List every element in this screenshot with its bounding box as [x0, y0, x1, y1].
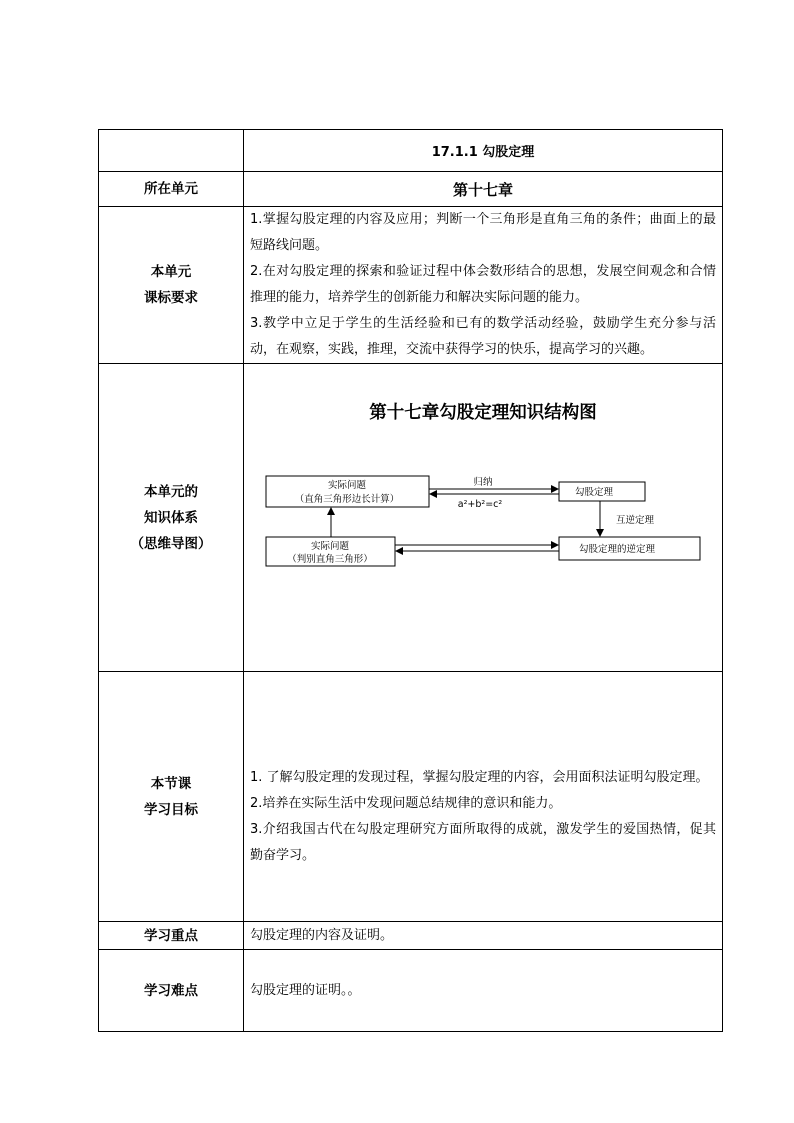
diagram-canvas	[244, 365, 722, 671]
box3-line2: （判别直角三角形）	[287, 553, 373, 565]
box2-text: 勾股定理	[574, 486, 614, 498]
box1-line2: （直角三角形边长计算）	[294, 493, 400, 505]
objectives-item-2: 2.培养在实际生活中发现问题总结规律的意识和能力。	[250, 795, 562, 811]
lesson-plan-table	[98, 129, 723, 1032]
box4-text: 勾股定理的逆定理	[578, 543, 656, 555]
knowledge-label-line2: 知识体系	[144, 509, 198, 526]
formula: a²+b²=c²	[457, 498, 503, 510]
objectives-item-1: 1. 了解勾股定理的发现过程，掌握勾股定理的内容，会用面积法证明勾股定理。	[250, 769, 709, 785]
arrow-right-label: 互逆定理	[615, 514, 655, 526]
focus-value: 勾股定理的内容及证明。	[244, 922, 723, 950]
knowledge-row	[99, 364, 723, 672]
knowledge-diagram	[244, 365, 722, 671]
knowledge-label-line3: （思维导图）	[130, 535, 212, 552]
objectives-item-3: 3.介绍我国古代在勾股定理研究方面所取得的成就，激发学生的爱国热情，促其勤奋学习。	[250, 821, 716, 863]
unit-row	[99, 172, 723, 207]
focus-row	[99, 922, 723, 950]
standards-content	[244, 207, 723, 364]
diagram-title: 第十七章勾股定理知识结构图	[369, 402, 597, 423]
lesson-title: 17.1.1 勾股定理	[244, 130, 723, 172]
standards-row	[99, 207, 723, 364]
knowledge-label-line1: 本单元的	[144, 483, 198, 500]
objectives-label-line2: 学习目标	[144, 801, 198, 818]
box3-line1: 实际问题	[310, 540, 350, 552]
difficulty-value: 勾股定理的证明。。	[244, 950, 723, 1032]
difficulty-label: 学习难点	[99, 950, 244, 1032]
standards-item-2: 2.在对勾股定理的探索和验证过程中体会数形结合的思想，发展空间观念和合情推理的能力，培养学生的创新能力和解决实际问题的能力。	[250, 264, 716, 305]
standards-label	[99, 207, 244, 364]
knowledge-label	[99, 364, 244, 672]
objectives-label-line1: 本节课	[150, 775, 192, 792]
standards-item-3: 3.教学中立足于学生的生活经验和已有的数学活动经验，鼓励学生充分参与活动，在观察，实践，推理，交流中获得学习的快乐，提高学习的兴趣。	[250, 316, 716, 357]
box1-line1: 实际问题	[327, 479, 367, 491]
standards-label-line2: 课标要求	[144, 290, 198, 306]
focus-label: 学习重点	[99, 922, 244, 950]
standards-item-1: 1.掌握勾股定理的内容及应用；判断一个三角形是直角三角的条件；曲面上的最短路线问题。	[250, 212, 716, 253]
difficulty-row	[99, 950, 723, 1032]
unit-value: 第十七章	[244, 172, 723, 207]
standards-label-line1: 本单元	[150, 264, 192, 280]
objectives-row	[99, 672, 723, 922]
arrow-top-label: 归纳	[473, 476, 493, 488]
title-label-cell	[99, 130, 244, 172]
knowledge-diagram-cell	[244, 364, 723, 672]
title-row	[99, 130, 723, 172]
objectives-content	[244, 672, 723, 922]
unit-label: 所在单元	[99, 172, 244, 207]
objectives-label	[99, 672, 244, 922]
